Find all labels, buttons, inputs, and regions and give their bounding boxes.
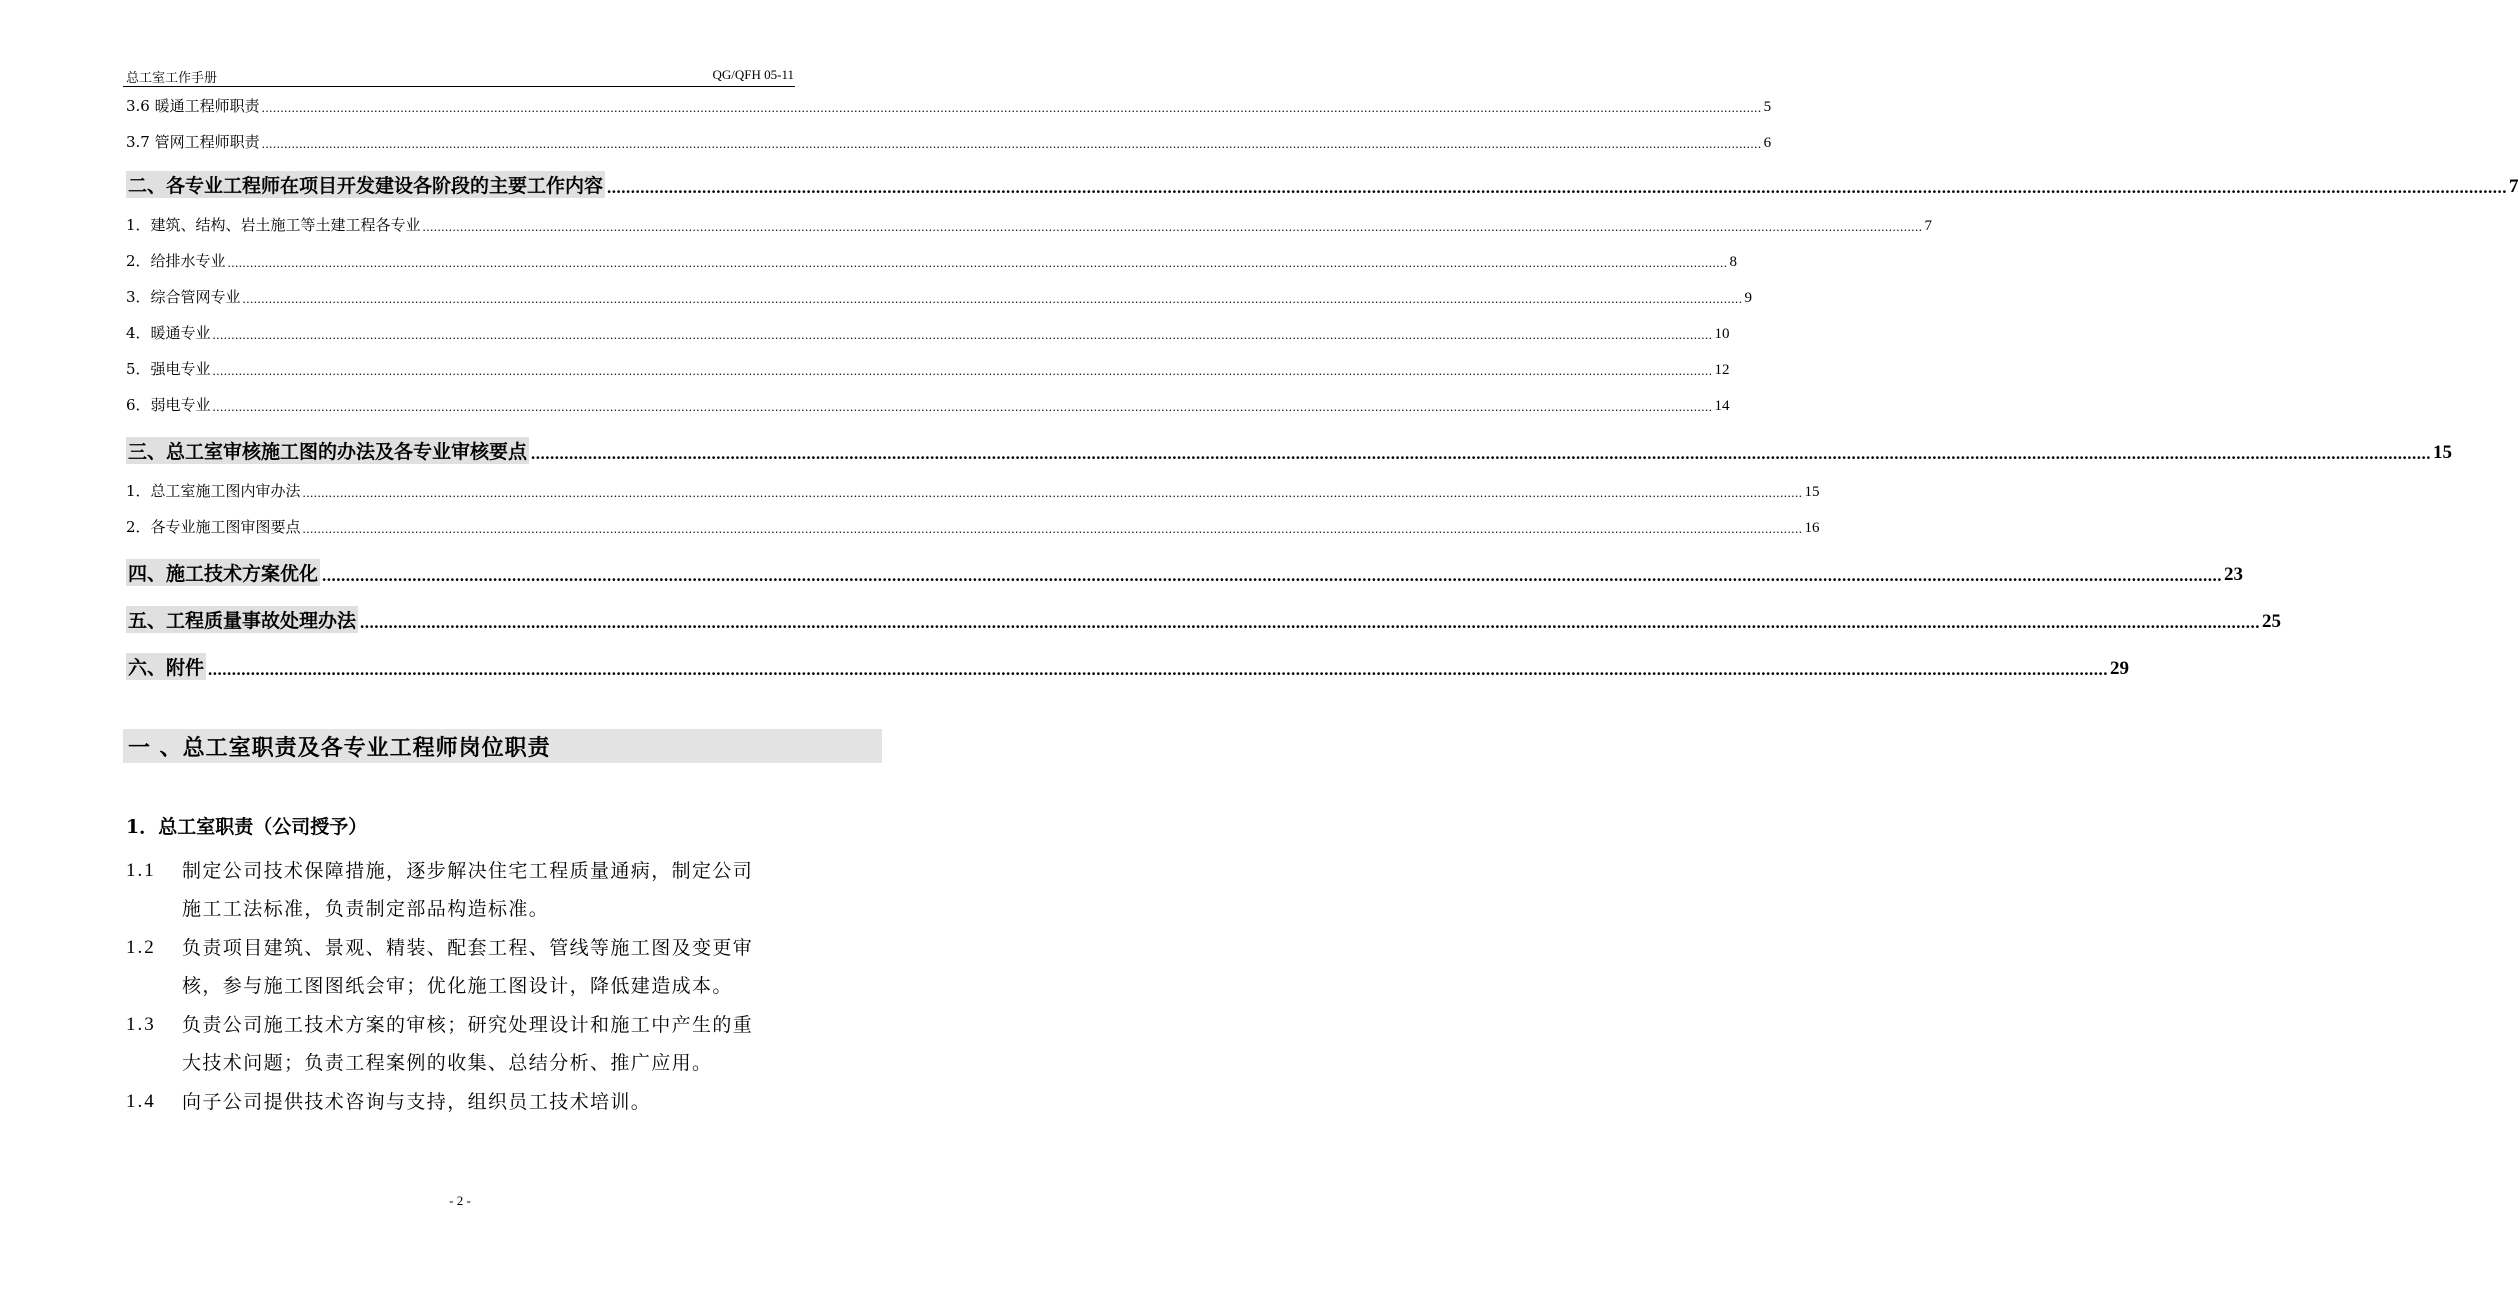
clause-number: 1.3	[126, 1014, 156, 1035]
toc-leader-dots: ................................................................................................................................................................................................................................................................................................................................................................................................................	[227, 255, 1728, 270]
toc-entry-label: 2．给排水专业	[126, 252, 226, 270]
toc-entry[interactable]	[126, 479, 1820, 501]
clause-line: 大技术问题；负责工程案例的收集、总结分析、推广应用。	[182, 1052, 713, 1074]
clause-item	[126, 929, 806, 1005]
toc-entry-label: 5．强电专业	[126, 360, 211, 378]
toc-entry-page: 12	[1714, 362, 1730, 378]
clause-item	[126, 1006, 806, 1082]
toc-entry-label: 3.7 管网工程师职责	[126, 133, 260, 151]
clause-number: 1.1	[126, 860, 156, 881]
clause-line: 负责公司施工技术方案的审核；研究处理设计和施工中产生的重	[182, 1014, 754, 1036]
clause-line: 核，参与施工图图纸会审；优化施工图设计，降低建造成本。	[182, 975, 733, 997]
toc-entry-major[interactable]	[126, 556, 2244, 586]
toc-leader-dots: ................................................................................................................................................................................................................................................................................................................................................................................................................	[302, 485, 1803, 500]
clause-number: 1.2	[126, 937, 156, 958]
toc-entry-label: 3.6 暖通工程师职责	[126, 97, 260, 115]
toc-entry[interactable]	[126, 213, 1933, 235]
toc-entry-label: 2．各专业施工图审图要点	[126, 518, 301, 536]
toc-entry-label: 1．总工室施工图内审办法	[126, 482, 301, 500]
clause-number: 1.4	[126, 1091, 156, 1112]
toc-leader-dots: ................................................................................................................................................................................................................................................................................................................................................................................................................	[360, 613, 2261, 632]
toc-entry-page: 15	[1804, 484, 1820, 500]
toc-entry-page: 23	[2224, 564, 2244, 585]
page-number: - 2 -	[449, 1193, 471, 1208]
toc-leader-dots: ................................................................................................................................................................................................................................................................................................................................................................................................................	[322, 566, 2223, 585]
toc-entry[interactable]	[126, 130, 1772, 152]
clause-item	[126, 1083, 806, 1121]
toc-leader-dots: ................................................................................................................................................................................................................................................................................................................................................................................................................	[212, 327, 1713, 342]
clause-line: 施工工法标准，负责制定部品构造标准。	[182, 898, 550, 920]
toc-entry[interactable]	[126, 94, 1772, 116]
header-rule	[123, 86, 795, 87]
toc-entry-page: 29	[2110, 658, 2130, 679]
toc-entry-label: 3．综合管网专业	[126, 288, 241, 306]
toc-leader-dots: ................................................................................................................................................................................................................................................................................................................................................................................................................	[208, 660, 2109, 679]
clause-line: 向子公司提供技术咨询与支持，组织员工技术培训。	[182, 1091, 652, 1113]
toc-leader-dots: ................................................................................................................................................................................................................................................................................................................................................................................................................	[531, 444, 2432, 463]
toc-entry-major[interactable]	[126, 650, 2130, 680]
clause-line: 制定公司技术保障措施，逐步解决住宅工程质量通病，制定公司	[182, 860, 754, 882]
toc-entry-page: 6	[1763, 135, 1772, 151]
toc-entry-page: 16	[1804, 520, 1820, 536]
toc-entry-major[interactable]	[126, 603, 2282, 633]
toc-entry[interactable]	[126, 285, 1753, 307]
clause-item	[126, 852, 806, 928]
toc-entry[interactable]	[126, 321, 1730, 343]
toc-entry-page: 8	[1729, 254, 1738, 270]
toc-entry-label: 4．暖通专业	[126, 324, 211, 342]
toc-entry-page: 10	[1714, 326, 1730, 342]
toc-entry-page: 14	[1714, 398, 1730, 414]
header-document-code: QG/QFH 05-11	[712, 67, 794, 82]
toc-entry[interactable]	[126, 357, 1730, 379]
toc-entry-label: 六、附件	[126, 653, 206, 680]
toc-leader-dots: ................................................................................................................................................................................................................................................................................................................................................................................................................	[212, 363, 1713, 378]
toc-entry-page: 5	[1763, 99, 1772, 115]
toc-entry[interactable]	[126, 393, 1730, 415]
subsection-heading: 1．总工室职责（公司授予）	[126, 816, 368, 838]
toc-entry-major[interactable]	[126, 168, 2519, 198]
toc-leader-dots: ................................................................................................................................................................................................................................................................................................................................................................................................................	[242, 291, 1743, 306]
toc-entry-label: 三、总工室审核施工图的办法及各专业审核要点	[126, 437, 529, 464]
toc-leader-dots: ................................................................................................................................................................................................................................................................................................................................................................................................................	[261, 136, 1762, 151]
toc-entry[interactable]	[126, 515, 1820, 537]
toc-leader-dots: ................................................................................................................................................................................................................................................................................................................................................................................................................	[212, 399, 1713, 414]
clause-line: 负责项目建筑、景观、精装、配套工程、管线等施工图及变更审	[182, 937, 754, 959]
toc-leader-dots: ................................................................................................................................................................................................................................................................................................................................................................................................................	[607, 178, 2508, 197]
toc-entry-page: 15	[2433, 442, 2453, 463]
toc-entry-page: 7	[2509, 176, 2519, 197]
toc-entry-page: 25	[2262, 611, 2282, 632]
toc-entry-major[interactable]	[126, 434, 2453, 464]
toc-entry-label: 四、施工技术方案优化	[126, 559, 320, 586]
toc-entry-label: 6．弱电专业	[126, 396, 211, 414]
toc-entry-page: 9	[1744, 290, 1753, 306]
toc-entry-label: 二、各专业工程师在项目开发建设各阶段的主要工作内容	[126, 171, 605, 198]
toc-leader-dots: ................................................................................................................................................................................................................................................................................................................................................................................................................	[302, 521, 1803, 536]
toc-entry-label: 1．建筑、结构、岩土施工等土建工程各专业	[126, 216, 421, 234]
toc-entry[interactable]	[126, 249, 1738, 271]
toc-leader-dots: ................................................................................................................................................................................................................................................................................................................................................................................................................	[422, 219, 1923, 234]
section-heading: 一 、总工室职责及各专业工程师岗位职责	[128, 735, 551, 761]
toc-leader-dots: ................................................................................................................................................................................................................................................................................................................................................................................................................	[261, 100, 1762, 115]
header-document-title: 总工室工作手册	[126, 71, 218, 86]
toc-entry-label: 五、工程质量事故处理办法	[126, 606, 358, 633]
toc-entry-page: 7	[1924, 218, 1933, 234]
